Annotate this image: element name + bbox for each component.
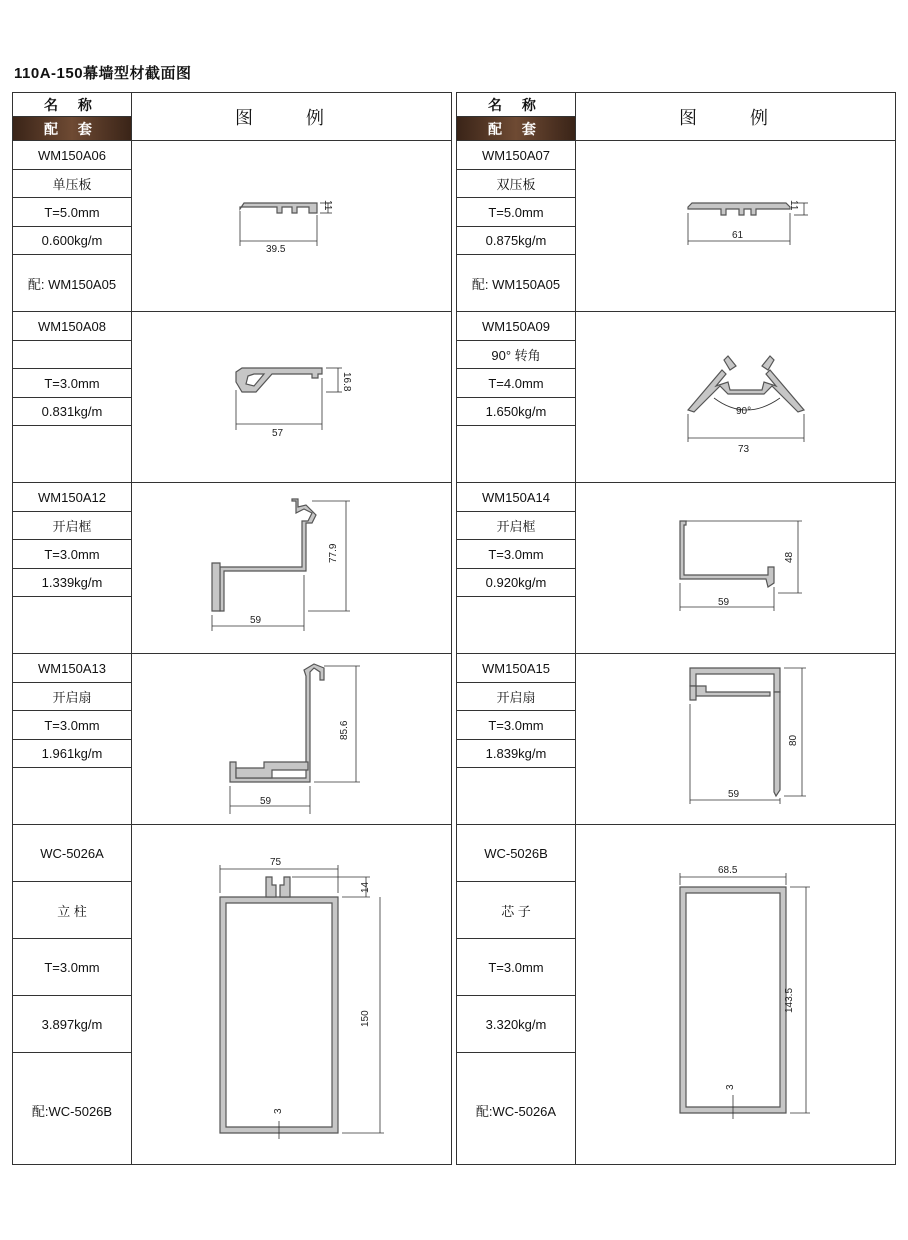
dim-label: 16.8 [341, 372, 352, 392]
section-drawing [576, 141, 896, 312]
dim-label: 57 [272, 428, 284, 439]
left-column [12, 92, 452, 1165]
profile-block [457, 482, 895, 654]
profile-thickness: T=5.0mm [457, 198, 575, 227]
profile-name: 开启扇 [13, 683, 131, 711]
profile-thickness: T=5.0mm [13, 198, 131, 227]
profile-block [13, 824, 451, 1167]
dim-label: 59 [718, 597, 730, 608]
page-title: 110A-150幕墙型材截面图 [14, 65, 192, 82]
header-set: 配 套 [13, 117, 131, 141]
profile-name: 开启扇 [457, 683, 575, 711]
profile-weight: 3.897kg/m [13, 996, 131, 1053]
profile-block [13, 482, 451, 654]
profile-code: WM150A07 [457, 141, 575, 170]
dim-label: 75 [270, 857, 282, 868]
profile-drawing [576, 483, 895, 654]
profile-weight: 1.339kg/m [13, 569, 131, 597]
profile-name: 双压板 [457, 170, 575, 198]
dim-label: 14 [360, 881, 371, 893]
profile-code: WM150A08 [13, 312, 131, 341]
profile-thickness: T=3.0mm [457, 939, 575, 996]
dim-label: 73 [738, 444, 750, 455]
profile-match [13, 597, 131, 654]
profile-name: 开启框 [457, 512, 575, 540]
dim-label: 48 [784, 551, 795, 563]
profile-match: 配: WM150A05 [471, 277, 561, 292]
profile-drawing [576, 825, 895, 1167]
profile-match [457, 426, 575, 483]
dim-label: 150 [360, 1010, 371, 1027]
profile-name: 开启框 [13, 512, 131, 540]
profile-block [13, 653, 451, 825]
dim-label: 11 [788, 200, 799, 211]
profile-drawing [132, 141, 451, 312]
profile-weight: 1.961kg/m [13, 740, 131, 768]
section-drawing [132, 312, 452, 483]
section-drawing [132, 141, 452, 312]
profile-block [457, 653, 895, 825]
dim-label: 68.5 [718, 865, 738, 876]
dim-label: 61 [732, 230, 744, 241]
profile-thickness: T=3.0mm [13, 369, 131, 398]
profile-name: 90° 转角 [457, 341, 575, 369]
section-drawing [576, 312, 896, 483]
profile-name: 单压板 [13, 170, 131, 198]
profile-code: WM150A12 [13, 483, 131, 512]
profile-weight: 0.875kg/m [457, 227, 575, 255]
profile-drawing [132, 312, 451, 483]
profile-thickness: T=4.0mm [457, 369, 575, 398]
header-figure: 图 例 [234, 108, 348, 128]
header-figure: 图 例 [678, 108, 792, 128]
dim-label: 85.6 [339, 720, 350, 740]
profile-match [457, 768, 575, 825]
section-drawing [132, 825, 452, 1167]
profile-block [13, 140, 451, 312]
profile-code: WM150A13 [13, 654, 131, 683]
header-set: 配 套 [457, 117, 575, 141]
profile-thickness: T=3.0mm [457, 540, 575, 569]
header-name: 名 称 [457, 93, 575, 117]
dim-label: 39.5 [266, 244, 286, 255]
dim-label: 90° [736, 406, 752, 417]
dim-label: 11 [322, 200, 333, 211]
header-name: 名 称 [13, 93, 131, 117]
section-drawing [576, 483, 896, 654]
profile-weight: 1.650kg/m [457, 398, 575, 426]
dim-label: 59 [728, 789, 740, 800]
profile-thickness: T=3.0mm [13, 711, 131, 740]
profile-block [457, 311, 895, 483]
profile-drawing [132, 825, 451, 1167]
section-drawing [132, 483, 452, 654]
profile-code: WC-5026A [13, 825, 131, 882]
profile-name [13, 341, 131, 369]
section-drawing [132, 654, 452, 825]
profile-match [13, 426, 131, 483]
profile-block [13, 311, 451, 483]
profile-drawing [576, 141, 895, 312]
profile-block [457, 824, 895, 1167]
profile-drawing [132, 483, 451, 654]
profile-drawing [576, 312, 895, 483]
dim-label: 143.5 [784, 987, 795, 1013]
dim-label: 3 [273, 1108, 284, 1114]
profile-code: WM150A06 [13, 141, 131, 170]
profile-thickness: T=3.0mm [457, 711, 575, 740]
profile-name: 芯 子 [457, 882, 575, 939]
profile-drawing [132, 654, 451, 825]
profile-code: WM150A15 [457, 654, 575, 683]
profile-drawing [576, 654, 895, 825]
profile-match [13, 768, 131, 825]
dim-label: 59 [250, 615, 262, 626]
profile-thickness: T=3.0mm [13, 939, 131, 996]
right-column [456, 92, 896, 1165]
profile-weight: 0.600kg/m [13, 227, 131, 255]
profile-thickness: T=3.0mm [13, 540, 131, 569]
profile-weight: 1.839kg/m [457, 740, 575, 768]
profile-block [457, 140, 895, 312]
section-drawing [576, 825, 896, 1167]
profile-match: 配:WC-5026A [475, 1103, 557, 1119]
profile-code: WM150A14 [457, 483, 575, 512]
profile-catalog-table [12, 92, 896, 1165]
profile-match [457, 597, 575, 654]
dim-label: 77.9 [328, 543, 339, 563]
dim-label: 3 [725, 1084, 736, 1090]
profile-weight: 3.320kg/m [457, 996, 575, 1053]
profile-weight: 0.920kg/m [457, 569, 575, 597]
profile-weight: 0.831kg/m [13, 398, 131, 426]
profile-match: 配: WM150A05 [27, 277, 117, 292]
profile-code: WC-5026B [457, 825, 575, 882]
profile-name: 立 柱 [13, 882, 131, 939]
dim-label: 59 [260, 796, 272, 807]
dim-label: 80 [788, 734, 799, 746]
profile-match: 配:WC-5026B [31, 1103, 113, 1119]
section-drawing [576, 654, 896, 825]
profile-code: WM150A09 [457, 312, 575, 341]
